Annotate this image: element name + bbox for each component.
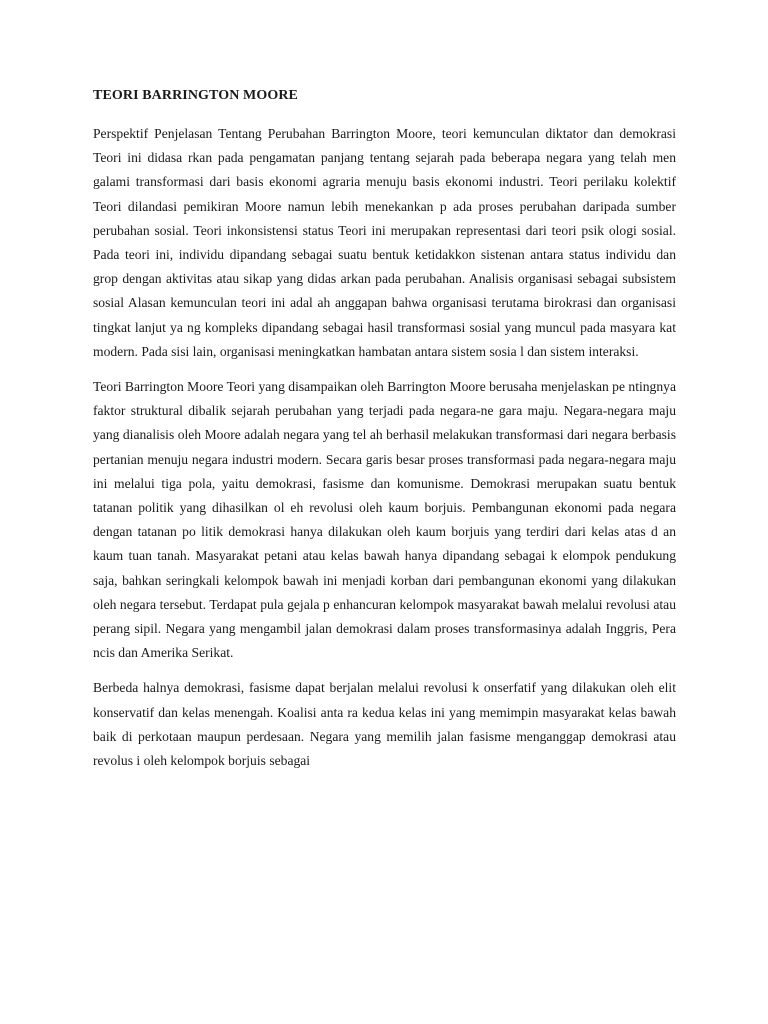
document-body [93, 84, 676, 784]
document-title: TEORI BARRINGTON MOORE [93, 88, 298, 103]
paragraph-2: Teori Barrington Moore Teori yang disampaikan oleh Barrington Moore berusaha menjelaskan pe ntingnya faktor struktural dibalik sejarah perubahan yang terjadi pada negara-ne gara maju. Negara-negara maju yang dianalisis oleh Moore adalah negara yang tel ah berhasil melakukan transformasi dari negara berbasis pertanian menuju negara industri modern. Secara garis besar proses transformasi pada negara-negara maju ini melalui tiga pola, yaitu demokrasi, fasisme dan komunisme. Demokrasi merupakan suatu bentuk tatanan politik yang dihasilkan ol eh revolusi oleh kaum borjuis. Pembangunan ekonomi pada negara dengan tatanan po litik demokrasi hanya dilakukan oleh kaum borjuis yang terdiri dari kelas atas d an kaum tuan tanah. Masyarakat petani atau kelas bawah hanya dipandang sebagai k elompok pendukung saja, bahkan seringkali kelompok bawah ini menjadi korban dari pembangunan ekonomi yang dilakukan oleh negara tersebut. Terdapat pula gejala p enhancuran kelompok masyarakat bawah melalui revolusi atau perang sipil. Negara yang mengambil jalan demokrasi dalam proses transformasinya adalah Inggris, Pera ncis dan Amerika Serikat. [93, 379, 676, 661]
paragraph-3: Berbeda halnya demokrasi, fasisme dapat berjalan melalui revolusi k onserfatif yang dilakukan oleh elit konservatif dan kelas menengah. Koalisi anta ra kedua kelas ini yang memimpin masyarakat kelas bawah baik di perkotaan maupun perdesaan. Negara yang memilih jalan fasisme menganggap demokrasi atau revolus i oleh kelompok borjuis sebagai [93, 680, 676, 769]
paragraph-1: Perspektif Penjelasan Tentang Perubahan Barrington Moore, teori kemunculan diktator dan demokrasi Teori ini didasa rkan pada pengamatan panjang tentang sejarah pada beberapa negara yang telah men galami transformasi dari basis ekonomi agraria menuju basis ekonomi industri. Teori perilaku kolektif Teori dilandasi pemikiran Moore namun lebih menekankan p ada proses perubahan daripada sumber perubahan sosial. Teori inkonsistensi status Teori ini merupakan representasi dari teori psik ologi sosial. Pada teori ini, individu dipandang sebagai suatu bentuk ketidakkon sistenan antara status individu dan grop dengan aktivitas atau sikap yang didas arkan pada perubahan. Analisis organisasi sebagai subsistem sosial Alasan kemunculan teori ini adal ah anggapan bahwa organisasi terutama birokrasi dan organisasi tingkat lanjut ya ng kompleks dipandang sebagai hasil transformasi sosial yang muncul pada masyara kat modern. Pada sisi lain, organisasi meningkatkan hambatan antara sistem sosia l dan sistem interaksi. [93, 126, 676, 359]
